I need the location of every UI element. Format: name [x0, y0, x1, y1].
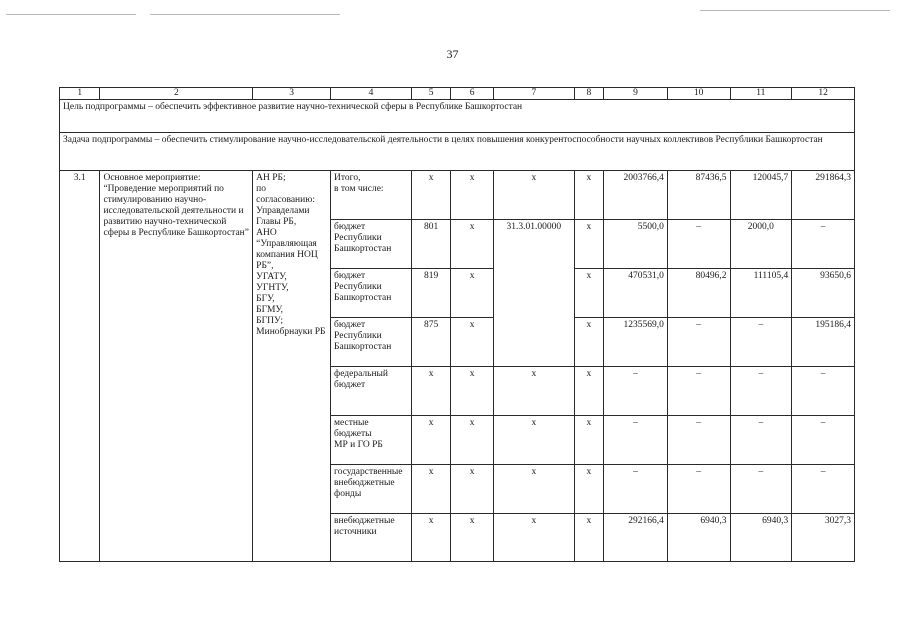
cell-c11: 120045,7 [730, 171, 792, 220]
cell-c6: х [451, 171, 493, 220]
cell-c9: 292166,4 [604, 514, 668, 562]
funding-source-text: бюджет Республики Башкортостан [334, 271, 392, 303]
cell-c9: 1235569,0 [604, 318, 668, 367]
cell-c8: х [574, 318, 603, 367]
column-number: 12 [792, 88, 855, 100]
column-number: 10 [667, 88, 730, 100]
cell-c7: х [493, 514, 574, 562]
cell-c7: х [493, 465, 574, 514]
funding-source [331, 318, 412, 367]
column-number-row [60, 88, 855, 100]
measure-name-text: Основное мероприятие: “Проведение мероприятий по стимулированию научно-исследовательской деятельности и развитию научно-технической сферы в Республике Башкортостан” [103, 173, 249, 238]
cell-c6: х [451, 318, 493, 367]
cell-c5: х [411, 465, 450, 514]
cell-c5: 819 [411, 269, 450, 318]
cell-c10: 80496,2 [667, 269, 730, 318]
cell-c10: – [667, 416, 730, 465]
funding-source [331, 416, 412, 465]
cell-c11: 111105,4 [730, 269, 792, 318]
cell-c12: – [792, 465, 855, 514]
funding-source-text: бюджет Республики Башкортостан [334, 222, 392, 254]
cell-c10: 87436,5 [667, 171, 730, 220]
column-number: 5 [411, 88, 450, 100]
task-row [60, 133, 855, 171]
cell-c7: х [493, 171, 574, 220]
cell-c8: х [574, 416, 603, 465]
cell-c7: х [493, 367, 574, 416]
cell-c6: х [451, 514, 493, 562]
budget-table [59, 87, 855, 562]
cell-c5: 801 [411, 220, 450, 269]
funding-source [331, 269, 412, 318]
funding-source [331, 514, 412, 562]
funding-source-text: федеральный бюджет [334, 369, 389, 390]
cell-c8: х [574, 514, 603, 562]
cell-c10: – [667, 318, 730, 367]
table-row [60, 171, 855, 220]
cell-c10: – [667, 367, 730, 416]
goal-text: Цель подпрограммы – обеспечить эффективное развитие научно-технической сферы в Республике Башкортостан [60, 100, 855, 133]
cell-c9: 5500,0 [604, 220, 668, 269]
cell-c11: 2000,0 [730, 220, 792, 269]
cell-c7-code: 31.3.01.00000 [493, 220, 574, 367]
funding-source [331, 367, 412, 416]
page-number: 37 [446, 47, 459, 61]
cell-c12: 291864,3 [792, 171, 855, 220]
cell-c6: х [451, 220, 493, 269]
funding-source-text: Итого, в том числе: [334, 173, 384, 194]
cell-c12: – [792, 416, 855, 465]
cell-c5: х [411, 171, 450, 220]
cell-c10: 6940,3 [667, 514, 730, 562]
column-number: 3 [253, 88, 331, 100]
cell-c8: х [574, 220, 603, 269]
cell-c12: 195186,4 [792, 318, 855, 367]
column-number: 6 [451, 88, 493, 100]
cell-c7: х [493, 416, 574, 465]
column-number: 8 [574, 88, 603, 100]
funding-source-text: местные бюджеты МР и ГО РБ [334, 418, 383, 450]
cell-c9: – [604, 367, 668, 416]
funding-source-text: государственные внебюджетные фонды [334, 467, 403, 499]
column-number: 2 [100, 88, 253, 100]
column-number: 7 [493, 88, 574, 100]
cell-c11: – [730, 367, 792, 416]
cell-c6: х [451, 269, 493, 318]
scan-artifact-line [700, 10, 890, 11]
cell-c9: – [604, 465, 668, 514]
cell-c6: х [451, 367, 493, 416]
cell-c9: – [604, 416, 668, 465]
cell-c10: – [667, 465, 730, 514]
cell-c5: х [411, 367, 450, 416]
cell-c5: 875 [411, 318, 450, 367]
funding-source [331, 171, 412, 220]
column-number: 9 [604, 88, 668, 100]
cell-c8: х [574, 465, 603, 514]
funding-source-text: бюджет Республики Башкортостан [334, 320, 392, 352]
cell-c5: х [411, 416, 450, 465]
cell-c11: 6940,3 [730, 514, 792, 562]
funding-source [331, 465, 412, 514]
cell-c8: х [574, 367, 603, 416]
measure-number: 3.1 [60, 171, 100, 562]
scan-artifact-line [150, 14, 340, 15]
funding-source-text: внебюджетные источники [334, 516, 395, 537]
cell-c12: 3027,3 [792, 514, 855, 562]
cell-c6: х [451, 465, 493, 514]
scan-artifact-line [6, 14, 136, 15]
cell-c9: 2003766,4 [604, 171, 668, 220]
cell-c10: – [667, 220, 730, 269]
cell-c11: – [730, 318, 792, 367]
cell-c8: х [574, 269, 603, 318]
cell-c12: – [792, 220, 855, 269]
cell-c8: х [574, 171, 603, 220]
goal-row [60, 100, 855, 133]
measure-name [100, 171, 253, 562]
column-number: 11 [730, 88, 792, 100]
cell-c12: – [792, 367, 855, 416]
cell-c9: 470531,0 [604, 269, 668, 318]
cell-c5: х [411, 514, 450, 562]
column-number: 4 [331, 88, 412, 100]
cell-c6: х [451, 416, 493, 465]
cell-c12: 93650,6 [792, 269, 855, 318]
measure-executors [253, 171, 331, 562]
task-text: Задача подпрограммы – обеспечить стимулирование научно-исследовательской деятельности в целях повышения конкурентоспособности научных коллективов Республики Башкортостан [60, 133, 855, 171]
cell-c11: – [730, 465, 792, 514]
funding-source [331, 220, 412, 269]
cell-c11: – [730, 416, 792, 465]
measure-executors-text: АН РБ; по согласованию: Управделами Главы РБ, АНО “Управляющая компания НОЦ РБ”, УГАТУ, УГНТУ, БГУ, БГМУ, БГПУ; Минобрнауки РБ [256, 173, 326, 337]
column-number: 1 [60, 88, 100, 100]
